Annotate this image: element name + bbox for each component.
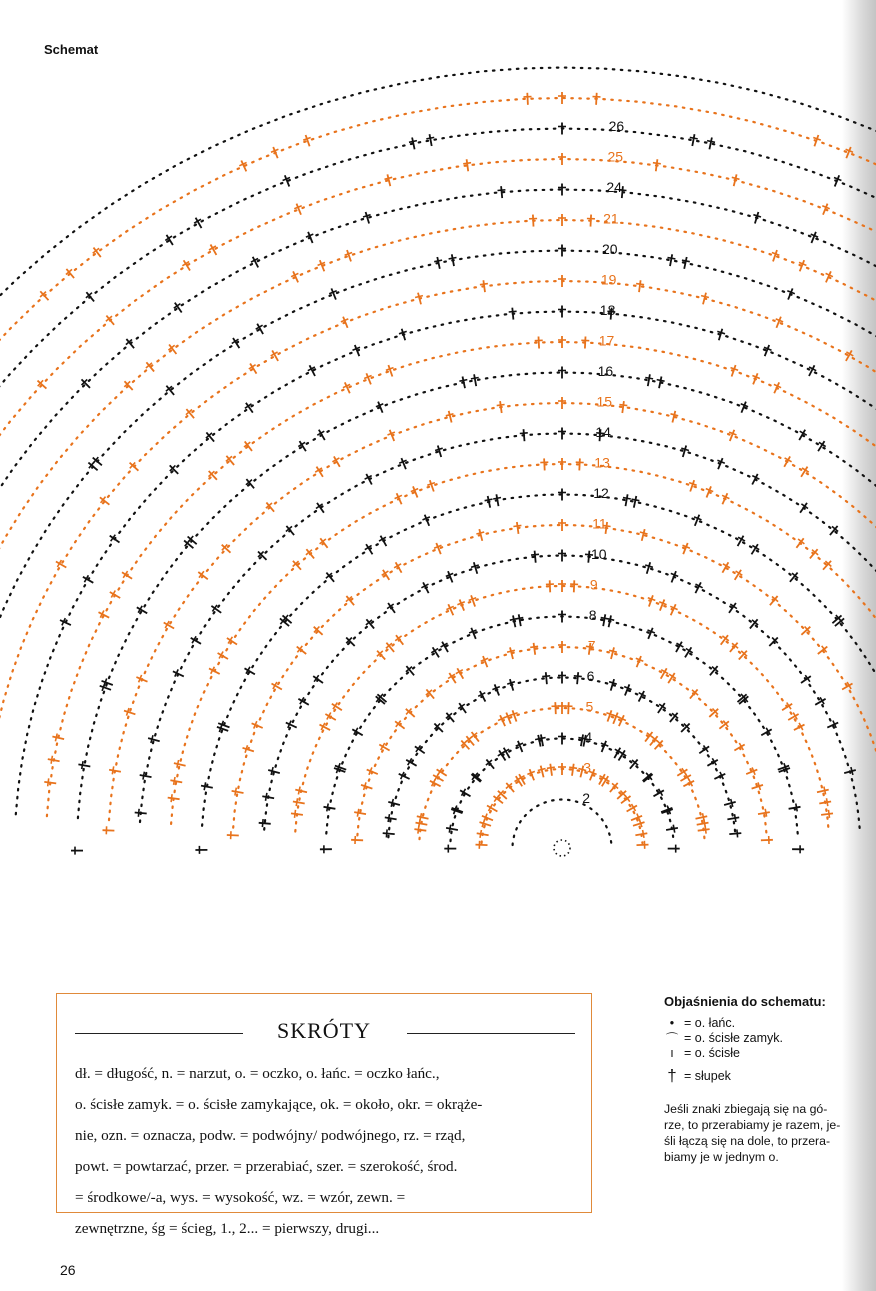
stitch-post	[698, 829, 710, 831]
stitch-post	[48, 759, 60, 761]
chain-arc	[109, 403, 876, 820]
legend-title: Objaśnienia do schematu:	[664, 994, 826, 1009]
stitch-bar	[531, 554, 539, 555]
stitch-post	[591, 215, 592, 227]
chain-arc	[264, 556, 860, 830]
stitch-post	[609, 615, 611, 627]
legend-note-line: biamy je w jednym o.	[664, 1150, 779, 1164]
stitch-post	[613, 713, 618, 724]
stitch-bar	[619, 405, 627, 406]
stitch-post	[437, 257, 440, 269]
chain-arc	[0, 159, 876, 805]
stitch-post	[776, 317, 781, 328]
stitch-post	[100, 686, 111, 690]
stitch-post	[401, 458, 406, 469]
stitch-bar	[796, 804, 797, 812]
row-number: 13	[594, 454, 610, 471]
chain-arc	[202, 495, 876, 826]
stitch-bar	[112, 766, 113, 774]
stitch-bar	[707, 141, 715, 143]
chain-arc	[388, 678, 735, 838]
stitch-bar	[690, 137, 698, 139]
stitch-post	[446, 828, 458, 830]
stitch-post	[527, 93, 528, 105]
page-title: Schemat	[44, 42, 99, 57]
stitch-post	[448, 604, 453, 615]
stitch-post	[366, 373, 371, 384]
stitch-post	[819, 802, 831, 804]
stitch-post	[501, 186, 502, 198]
stitch-post	[538, 735, 540, 747]
stitch-bar	[449, 825, 450, 833]
single-crochet-icon: ı	[670, 1045, 674, 1060]
stitch-bar	[48, 778, 49, 786]
stitch-post	[634, 496, 637, 508]
stitch-bar	[497, 405, 505, 406]
stitch-post	[581, 734, 583, 746]
stitch-post	[518, 741, 523, 752]
stitch-bar	[426, 137, 434, 139]
row-number: 12	[593, 485, 609, 501]
stitch-bar	[829, 810, 830, 818]
chain-icon: •	[669, 1015, 675, 1030]
stitch-post	[811, 232, 816, 243]
stitch-post	[331, 288, 336, 299]
stitch-post	[417, 816, 429, 819]
stitch-post	[596, 93, 597, 105]
stitch-post	[259, 823, 271, 824]
stitch-post	[347, 250, 351, 261]
abbreviations-text	[75, 1058, 577, 1244]
row-number: 15	[596, 393, 613, 410]
stitch-bar	[435, 448, 443, 450]
stitch-post	[232, 791, 244, 793]
stitch-bar	[659, 704, 666, 709]
stitch-bar	[327, 804, 328, 812]
stitch-bar	[449, 258, 457, 259]
legend-item-single-crochet	[664, 1045, 864, 1060]
stitch-bar	[737, 829, 738, 837]
stitch-post	[534, 643, 536, 655]
stitch-post	[324, 807, 336, 809]
stitch-bar	[636, 284, 644, 285]
legend-item-label: = o. ścisłe	[684, 1045, 740, 1060]
stitch-post	[541, 734, 543, 746]
stitch-post	[579, 458, 580, 470]
stitch-post	[637, 845, 649, 846]
stitch-post	[483, 280, 485, 292]
stitch-bar	[295, 810, 296, 818]
abbreviation-line: zewnętrzne, śg = ścieg, 1., 2... = pierwszy, drugi...	[75, 1220, 380, 1237]
stitch-bar	[485, 499, 493, 501]
stitch-post	[140, 775, 152, 777]
stitch-bar	[55, 734, 57, 742]
stitch-post	[524, 429, 525, 441]
row-number: 21	[603, 210, 619, 227]
stitch-post	[297, 204, 302, 215]
stitch-bar	[415, 296, 423, 298]
stitch-bar	[420, 813, 422, 821]
stitch-post	[648, 374, 650, 386]
stitch-post	[262, 796, 274, 798]
abbreviation-line: dł. = długość, n. = narzut, o. = oczko, o. łańc. = oczko łańc.,	[75, 1065, 440, 1082]
stitch-bar	[547, 767, 555, 768]
stitch-post	[414, 829, 426, 831]
stitch-post	[660, 600, 665, 611]
stitch-post	[697, 823, 709, 825]
chain-arc	[0, 220, 876, 809]
stitch-bar	[574, 676, 582, 677]
abbreviation-line: nie, ozn. = oznacza, podw. = podwójny/ podwójnego, rz. = rząd,	[75, 1127, 466, 1144]
row-number: 11	[592, 515, 607, 532]
stitch-bar	[513, 525, 521, 526]
row-number: 8	[588, 607, 597, 623]
stitch-post	[727, 817, 739, 819]
stitch-post	[690, 480, 694, 491]
stitch-post	[603, 614, 605, 626]
row-number: 18	[599, 302, 616, 318]
stitch-bar	[434, 260, 442, 262]
stitch-bar	[51, 756, 52, 764]
stitch-bar	[82, 761, 83, 769]
stitch-bar	[409, 141, 417, 143]
stitch-bar	[538, 769, 546, 771]
stitch-post	[729, 833, 741, 834]
abbreviation-line: o. ścisłe zamyk. = o. ścisłe zamykające, ok. = około, okr. = okrąże-	[75, 1096, 483, 1113]
stitch-post	[477, 833, 489, 835]
legend-item-label: = o. ścisłe zamyk.	[684, 1030, 783, 1045]
stitch-post	[351, 840, 363, 841]
stitch-bar	[827, 798, 828, 806]
double-crochet-icon: †	[667, 1065, 677, 1085]
stitch-post	[758, 812, 770, 814]
stitch-bar	[298, 787, 300, 795]
stitch-post	[452, 254, 454, 266]
stitch-post	[626, 494, 628, 506]
stitch-post	[385, 817, 397, 819]
abbreviations-heading: SKRÓTY	[276, 1018, 371, 1043]
stitch-post	[635, 833, 647, 835]
stitch-bar	[498, 190, 506, 191]
stitch-post	[572, 764, 574, 776]
stitch-post	[293, 802, 305, 804]
stitch-post	[585, 337, 586, 349]
stitch-bar	[569, 767, 577, 768]
stitch-bar	[480, 830, 481, 838]
stitch-post	[647, 562, 651, 574]
stitch-bar	[266, 793, 267, 801]
stitch-post	[295, 790, 307, 793]
stitch-post	[789, 807, 801, 809]
stitch-post	[354, 812, 366, 814]
stitch-post	[684, 257, 687, 269]
row-number: 25	[607, 148, 624, 165]
stitch-post	[724, 802, 736, 805]
stitch-bar	[851, 767, 853, 775]
stitch-post	[821, 813, 833, 815]
legend-note-line: Jeśli znaki zbiegają się na gó-	[664, 1102, 828, 1116]
stitch-post	[148, 738, 160, 741]
stitch-post	[730, 430, 735, 441]
stitch-post	[550, 580, 551, 592]
stitch-post	[227, 835, 239, 836]
abbreviations-box	[56, 993, 592, 1237]
stitch-post	[656, 159, 658, 171]
legend-note	[664, 1101, 864, 1165]
legend-item-label: = o. łańc.	[684, 1015, 736, 1030]
stitch-post	[817, 790, 829, 793]
stitch-bar	[606, 619, 614, 621]
stitch-bar	[701, 296, 709, 298]
row-number: 24	[606, 179, 622, 195]
row-number: 3	[583, 759, 592, 776]
stitch-post	[550, 764, 552, 776]
stitch-bar	[668, 258, 676, 259]
stitch-post	[517, 522, 519, 534]
stitch-post	[168, 798, 180, 800]
legend-item-slip-stitch	[664, 1030, 864, 1045]
row-number: 26	[608, 118, 625, 134]
row-number: 9	[589, 576, 598, 593]
stitch-bar	[262, 819, 263, 827]
stitch-post	[291, 813, 303, 815]
stitch-post	[659, 377, 662, 389]
stitch-post	[683, 446, 686, 458]
chain-arc	[233, 525, 876, 828]
stitch-post	[568, 702, 569, 714]
row-number: 7	[587, 637, 596, 654]
stitch-bar	[520, 433, 528, 434]
stitch-bar	[386, 829, 387, 837]
legend-note-line: rze, to przerabiamy je razem, je-	[664, 1118, 841, 1132]
stitch-post	[109, 770, 121, 772]
stitch-post	[670, 254, 672, 266]
stitch-post	[544, 458, 545, 470]
chain-arc	[0, 190, 876, 807]
stitch-post	[135, 813, 147, 814]
stitch-post	[488, 496, 491, 508]
stitch-post	[574, 580, 575, 592]
stitch-post	[519, 614, 521, 626]
stitch-post	[44, 782, 56, 784]
stitch-bar	[471, 378, 479, 379]
stitch-bar	[732, 177, 740, 179]
abbreviation-line: = środkowe/-a, wys. = wysokość, wz. = wzór, zewn. =	[75, 1189, 406, 1206]
stitch-post	[539, 337, 540, 349]
row-number: 20	[602, 241, 618, 257]
row-number: 16	[597, 363, 614, 379]
row-number: 4	[584, 729, 593, 745]
stitch-post	[513, 615, 515, 627]
legend-item-label: = słupek	[684, 1068, 731, 1083]
stitch-post	[611, 647, 614, 659]
stitch-bar	[653, 163, 661, 164]
stitch-bar	[542, 676, 550, 677]
stitch-post	[513, 710, 517, 721]
stitch-bar	[204, 782, 205, 790]
stitch-post	[639, 280, 641, 292]
stitch-bar	[459, 380, 467, 382]
stitch-bar	[609, 650, 617, 652]
heading-rule-right	[407, 1033, 575, 1034]
stitch-bar	[476, 532, 484, 534]
stitch-post	[846, 147, 851, 158]
abbreviation-line: powt. = powtarzać, przer. = przerabiać, szer. = szerokość, środ.	[75, 1158, 458, 1175]
stitch-bar	[509, 311, 517, 312]
stitch-bar	[643, 830, 644, 838]
stitch-bar	[640, 532, 648, 534]
stitch-post	[577, 672, 578, 684]
stitch-bar	[143, 772, 144, 780]
stitch-post	[201, 786, 213, 788]
stitch-post	[52, 737, 64, 740]
chain-arc	[482, 769, 643, 843]
stitch-bar	[480, 284, 488, 285]
page-number: 26	[60, 1262, 76, 1278]
stitch-post	[463, 377, 466, 389]
chain-arc	[78, 373, 876, 819]
stitch-post	[512, 308, 513, 320]
row-number: 14	[595, 424, 611, 440]
row-number: 17	[598, 332, 615, 349]
stitch-post	[633, 822, 645, 826]
stitch-post	[383, 833, 395, 834]
stitch-post	[535, 551, 536, 563]
stitch-post	[709, 138, 712, 150]
stitch-post	[174, 763, 186, 766]
chain-arc	[513, 800, 612, 846]
stitch-post	[449, 411, 452, 423]
stitch-post	[541, 766, 544, 778]
stitch-bar	[296, 798, 297, 806]
stitch-post	[622, 401, 624, 413]
stitch-post	[388, 365, 392, 376]
stitch-post	[500, 401, 502, 413]
stitch-bar	[657, 380, 665, 382]
stitch-bar	[138, 809, 139, 817]
stitch-post	[546, 672, 547, 684]
stitch-bar	[735, 814, 736, 822]
stitch-post	[430, 480, 434, 491]
stitch-bar	[385, 177, 393, 179]
stitch-bar	[174, 304, 181, 309]
stitch-post	[695, 515, 700, 526]
slip-stitch-icon: ⌒	[665, 1031, 679, 1046]
stitch-post	[696, 816, 708, 819]
stitch-bar	[705, 826, 706, 834]
row-number: 10	[591, 546, 607, 562]
row-number: 19	[600, 271, 617, 288]
stitch-bar	[753, 215, 761, 217]
row-number: 5	[585, 698, 594, 715]
chain-arc	[0, 68, 876, 800]
stitch-bar	[530, 646, 538, 647]
chain-arc	[140, 434, 876, 823]
stitch-post	[692, 134, 694, 146]
stitch-post	[474, 374, 476, 386]
stitch-post	[412, 138, 415, 150]
stitch-post	[555, 702, 556, 714]
stitch-post	[476, 845, 488, 846]
center-ring	[554, 840, 570, 856]
legend-item-chain	[664, 1015, 864, 1030]
stitch-bar	[671, 414, 679, 416]
stitch-bar	[171, 794, 172, 802]
stitch-bar	[357, 809, 358, 817]
stitch-post	[666, 828, 678, 830]
stitch-bar	[493, 498, 501, 500]
legend-item-double-crochet	[664, 1065, 864, 1085]
stitch-post	[588, 551, 589, 563]
stitch-bar	[645, 565, 653, 567]
stitch-post	[608, 710, 612, 721]
row-number: 6	[586, 668, 595, 684]
stitch-post	[471, 595, 475, 606]
stitch-post	[78, 764, 90, 766]
stitch-post	[170, 780, 182, 782]
row-number: 2	[582, 790, 590, 806]
stitch-bar	[645, 378, 653, 379]
stitch-post	[416, 823, 428, 825]
legend	[664, 994, 864, 1165]
stitch-post	[533, 215, 534, 227]
stitch-bar	[463, 163, 471, 164]
stitch-post	[430, 134, 432, 146]
legend-note-line: śli łączą się na dole, to przera-	[664, 1134, 831, 1148]
stitch-post	[496, 494, 498, 506]
stitch-post	[761, 840, 773, 841]
stitch-post	[467, 159, 469, 171]
stitch-bar	[673, 825, 674, 833]
